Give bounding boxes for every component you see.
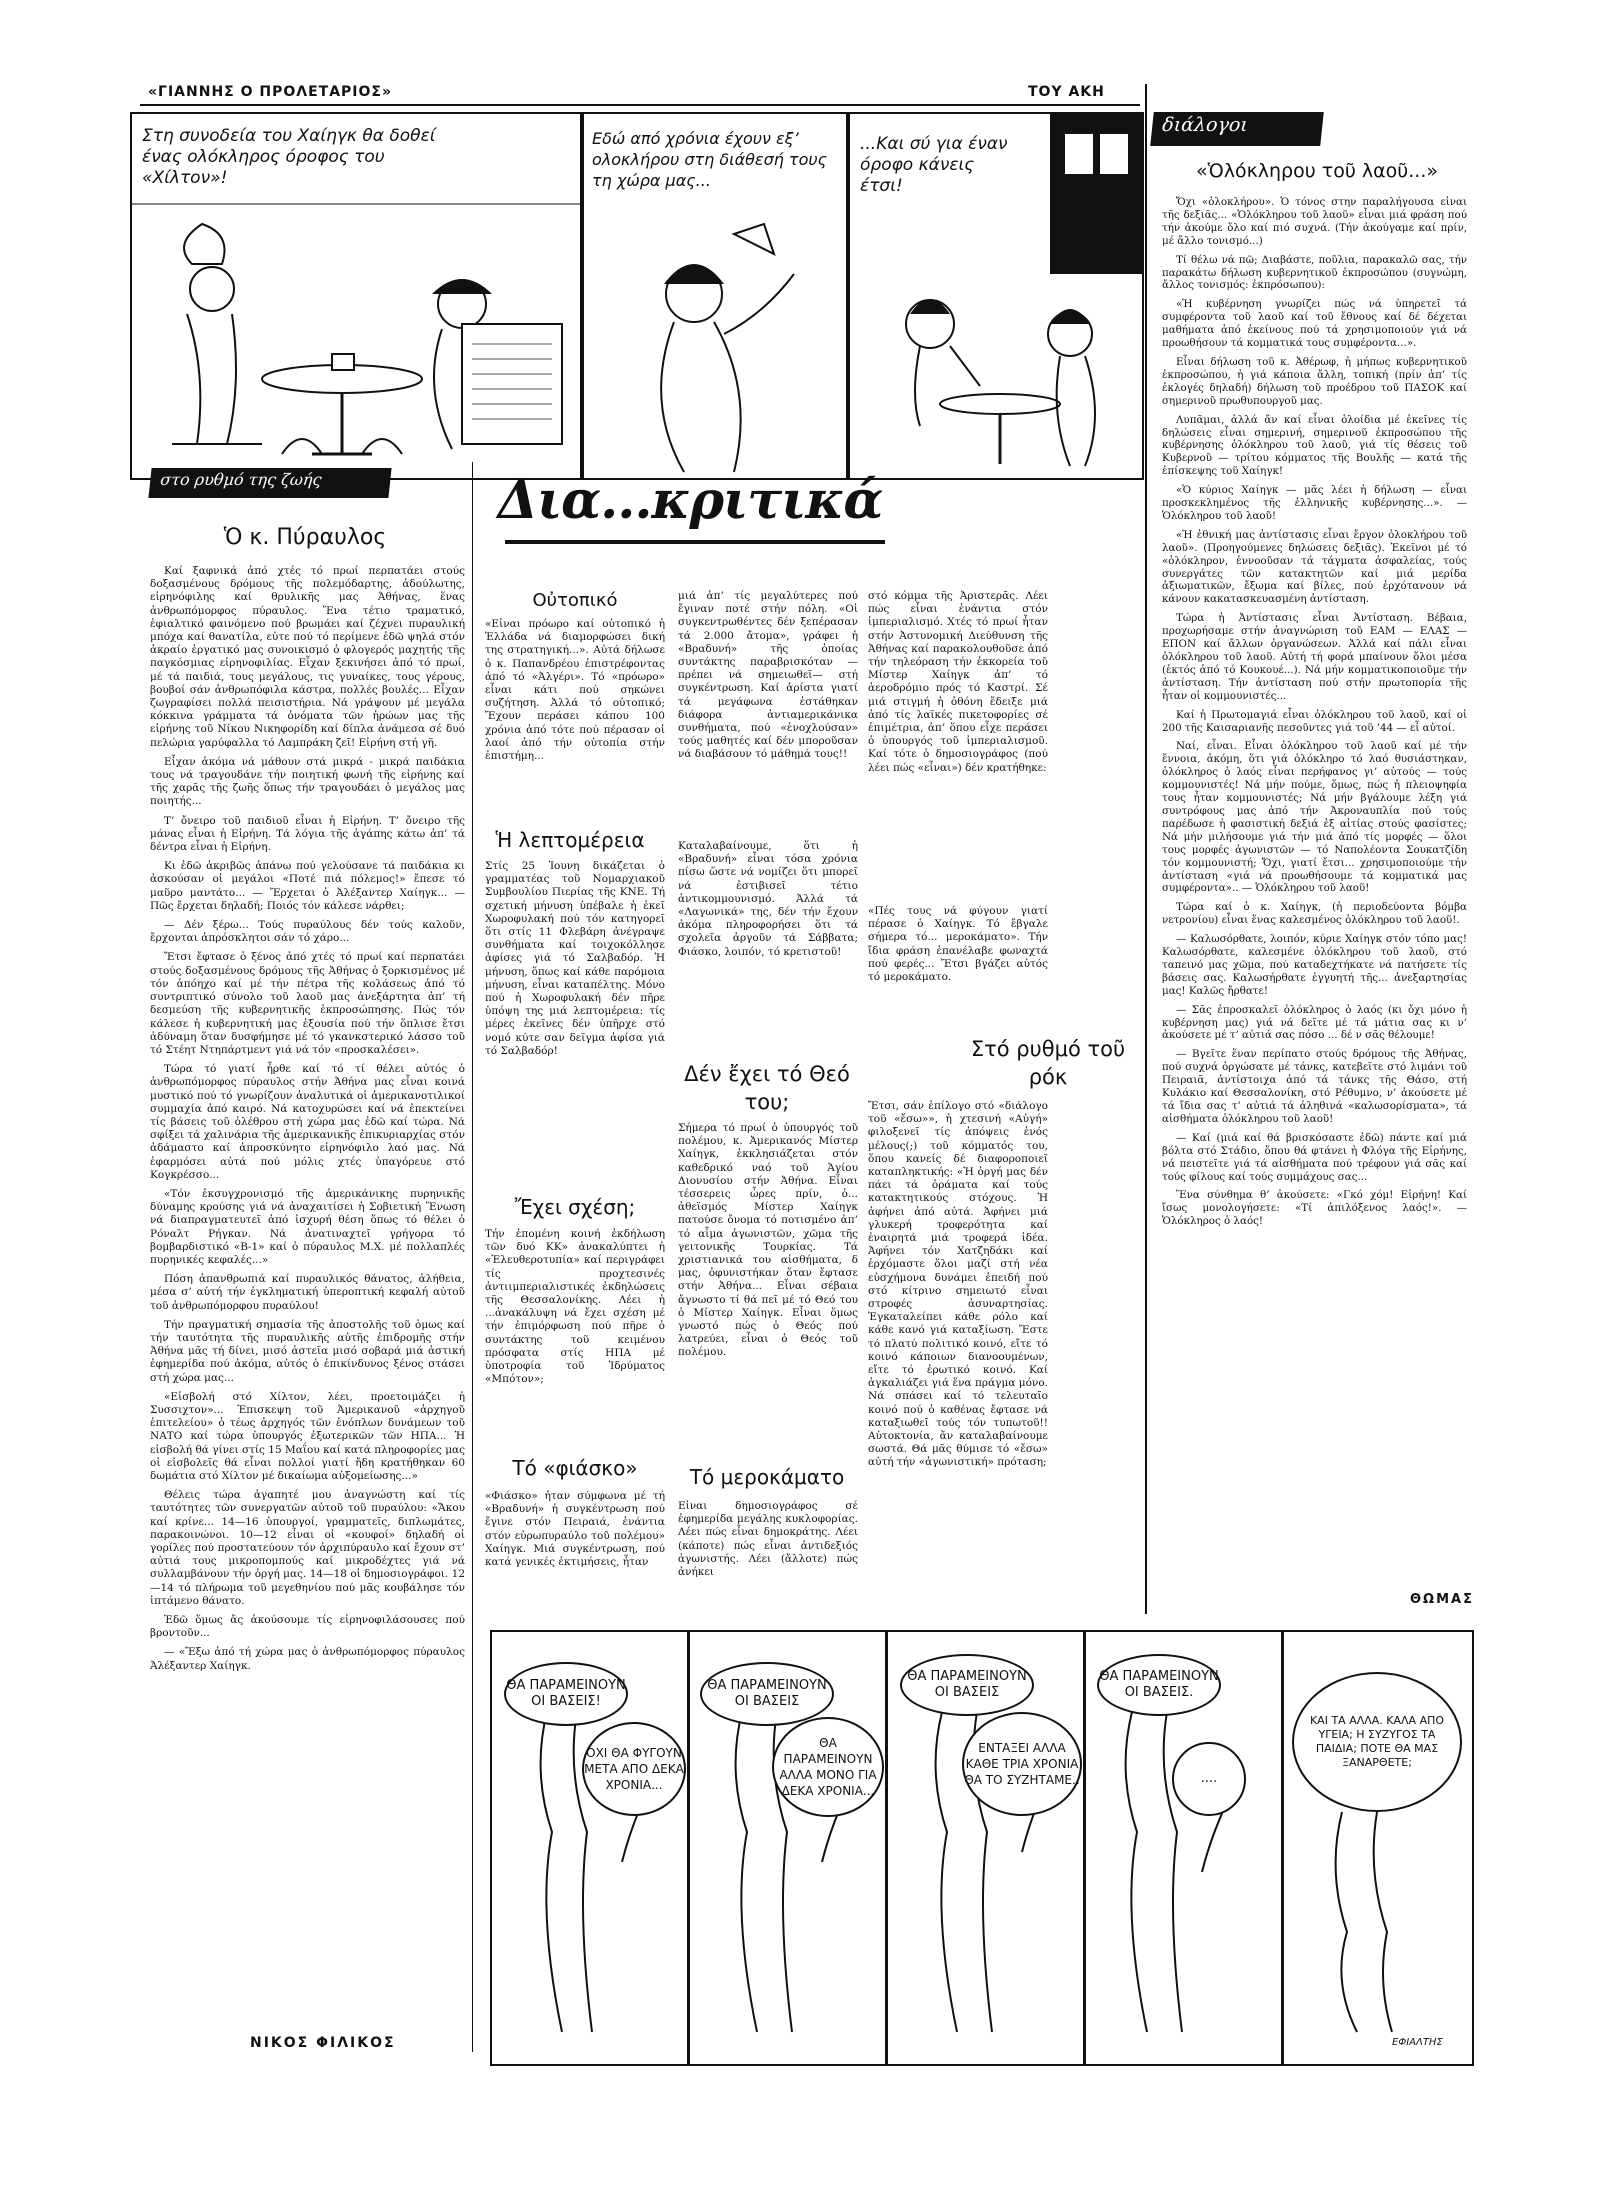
right-paragraph: «Ὁ κύριος Χαίηγκ — μᾶς λέει ἡ δήλωση — εἶναι προσκεκλημένος τῆς ἑλληνικῆς κυβέρνησης...». — Ὁλόκληρου τοῦ λαοῦ! <box>1162 484 1467 522</box>
col2-heading-1: Δέν ἔχει τό Θεό του; <box>684 1062 850 1114</box>
left-column-banner: στο ρυθμό της ζωής <box>148 468 391 498</box>
col1-text-3: Τήν ἐπομένη κοινή ἐκδήλωση τῶν δυό ΚΚ» ἀνακαλύπτει ἡ «Ἐλευθεροτυπία» καί περιγράφει τίς προχτεσινές ἀντιιμπεριαλιστικές ἐκδηλώσεις τῆς Θεσσαλονίκης. Λέει ἡ ...ἀνακάλυψη νά ἔχει σχέση μέ τήν ἐπιμόρφωση πού πῆρε ὁ συντάκτης τοῦ κειμένου πρόσφατα στίς ΗΠΑ μέ ὑποτροφία τοῦ Ἱδρύματος «Μπότον»; <box>485 1228 665 1386</box>
left-middle-rule <box>472 462 473 2052</box>
right-paragraph: — Καί (μιά καί θά βρισκόσαστε ἐδῶ) πάντε καί μιά βόλτα στό Στάδιο, ὅπου θά φτάνει ἡ Φλόγα τῆς Εἰρήνης, νά πειστεῖτε γιά τά αἰσθήματα πού τρέφουν γιά σᾶς καί τούς φίλους καί τούς συμμάχους σας... <box>1162 1131 1467 1183</box>
right-paragraph: Καί ἡ Πρωτομαγιά εἶναι ὁλόκληρου τοῦ λαοῦ, καί οἱ 200 τῆς Καισαριανῆς πεσοῦντες γιά τοῦ ’44 — εἶ αὐτοί. <box>1162 708 1467 734</box>
col2-text-2: Καταλαβαίνουμε, ὅτι ἡ «Βραδυνή» εἶναι τόσα χρόνια πίσω ὥστε νά νομίζει ὅτι μπορεῖ νά ἐστιβισεῖ τέτιο ἀντικομμουνισμό. Ἀλλά τά «Λαγωνικά» της, δέν τήν ἔχουν ἀκόμα πληροφορήσει ὅτι τά σχολεῖα ἀργοῦν τά Σάββατα; Φιάσκο, λοιπόν, τό κρετιστοῦ! <box>678 840 858 958</box>
top-comic-drawing-2 <box>584 114 846 478</box>
right-column-title: «Ὁλόκληρου τοῦ λαοῦ...» <box>1195 160 1439 182</box>
col1-text-4: «Φιάσκο» ἦταν σύμφωνα μέ τή «Βραδυνή» ἡ συγκέντρωση πού ἔγινε στόν Πειραιά, ἐνάντια στόν εὐρωπυραύλο τοῦ πολέμου» Χαίηγκ. Μιά συγκέντρωση, πού κατά γενικές ἐκτιμήσεις, ἦταν <box>485 1490 665 1569</box>
top-comic-panel-3 <box>848 112 1144 480</box>
right-paragraph: — Καλωσόρθατε, λοιπόν, κύριε Χαίηγκ στόν τόπο μας! Καλωσόρθατε, καλεσμένε ὁλόκληρου τοῦ λαοῦ, στό ταπεινό μας χῶμα, πού καταδεχτήκατε νά πατήσετε τίς βάσεις σας. Καλωσήρθατε ἐγγυητή τῆς... ἀνεξαρτησίας μας! Καλῶς ἤρθατε! <box>1162 933 1467 997</box>
left-paragraph: Καί ξαφνικά ἀπό χτές τό πρωί περπατάει στούς δοξασμένους δρόμους τῆς πολεμόδαρτης, ἀδούλωτης, εἰρηνόφιλης καί θρυλικῆς μας Ἀθήνας, ἕνας ἀνθρωπόμορφος πύραυλος. Ἕνα τέτιο τραματικό, ἐφιαλτικό φαινόμενο πού βρωμάει καί ζέχνει πυραυλική μπόχα καί θανατίλα, εὐτε πού τό περίμενε ἐδῶ ψηλά στόν ἀκραίο ἐργατικό μας συνοικισμό ὁ φλογερός μαχητής τῆς παγκόσμιας εἰρηνοφιλίας. Εἶχαν ξεκινήσει ἀπό τό πρωί, μέ τά παιδιά, τους μεγάλους, τις γυναίκες, τους γέρους, βουβοί σάν ἀνθρωπόφιλα κάστρα, πολλές βουλές... Εἶχαν ζωγραφίσει πολλά πεισιστήρια. Νά γράψουν μέ μεγάλα κόκκινα γράμματα τά ὀνόματα τῶν ἡρώων μας τῆς εἰρήνης τοῦ Νίκου Νικηφορίδη καί δίπλα ἀνάμεσα σέ δυό πελώρια γαρύφαλλα τό Λαμπράκη ζεῖ! Εἰρήνη στή γῆ. <box>150 565 465 749</box>
col2-text-3: Σήμερα τό πρωί ὁ ὑπουργός τοῦ πολέμου, κ. Ἀμερικανός Μίστερ Χαίηγκ, ἐκκλησιάζεται στόν καθεδρικό ναό τοῦ Ἁγίου Διονυσίου στήν Ἀθήνα. Εἶναι τέσσερεις ὧρες πρίν, ὁ... ἀθεϊσμός Μίστερ Χαίηγκ πατούσε ὄνομα τό ποτισμένο ἀπ’ τό αἷμα ἀγωνιστῶν, χῶμα τῆς γειτονικῆς Τουρκίας. Τά χριστιανικά του αἰσθήματα, δ μας, ὀφυνιστήκαν ὅταν ἔφτασε στήν Ἀθήνα... Εἶναι σέβαια ἄγνωστο τί θά πεῖ μέ τό Θεό του ὁ Μίστερ Χαίηγκ. Εἶναι ὅμως γνωστό πώς ὁ Θεός πού λατρεύει, εἶναι ὁ Θεός τοῦ πολέμου. <box>678 1122 858 1359</box>
col3-text-2: «Πές τους νά φύγουν γιατί πέρασε ὁ Χαίηγκ. Τό ἔβγαλε σήμερα τό... μεροκάματο». Τήν ἴδια φράση ἐπανέλαβε φωναχτά πού φερές... Ἔτσι βγάζει αὐτός τό μεροκάματο. <box>868 905 1048 984</box>
top-comic-panel-2 <box>582 112 848 480</box>
left-paragraph: «Εἰσβολή στό Χίλτον, λέει, προετοιμάζει ἡ Συσσιχτον»... Ἐπισκεψη τοῦ Ἀμερικανοῦ «ἀρχηγοῦ ἐπιτελείου» ὁ τέως ἀρχηγός τῶν ἐνόπλων δυνάμεων τοῦ ΝΑΤΟ καί τώρα ὑπουργός ἐξωτερικῶν τῶν ΗΠΑ... Ἡ εἰσβολή θά γίνει στίς 15 Μαΐου καί κατά πληροφορίες μας οἱ εἰσβολεῖς θά εἶναι πολλοί γιατί ἤδη κρατήθηκαν 60 δωμάτια στό Χίλτον μέ δικαίωμα αὐξομείωσης...» <box>150 1390 465 1482</box>
left-paragraph: Τήν πραγματική σημασία τῆς ἀποστολῆς τοῦ ὁμως καί τήν ταυτότητα τῆς πυραυλικῆς αὐτῆς ἐπιδρομῆς στήν Ἀθήνα μᾶς τή δίνει, μισό ἀστεῖα μισό σοβαρά μιά ἀστική ἐφημερίδα πού ἀκόμα, αὐτός ὁ ἐπικίνδυνος ξένος στάσει στή χώρα μας... <box>150 1318 465 1384</box>
bottom-bubble-4: ΘΑ ΠΑΡΑΜΕΙΝΟΥΝ ΟΙ ΒΑΣΕΙΣ. <box>1097 1654 1221 1716</box>
right-paragraph: Ὄχι «ὁλοκλήρου». Ὁ τόνος στην παραλήγουσα εἶναι τῆς δεξιᾶς... «Ὁλόκληρου τοῦ λαοῦ» εἶναι μιά φράση πού τήν ἀκούμε ὅλο καί πιό συχνά. (Τήν ἀκούγαμε καί πρίν, μέ ἄλλο τονισμό...) <box>1162 196 1467 247</box>
col3-heading-1: Στό ρυθμό τοῦ ρόκ <box>970 1037 1126 1089</box>
col2-text-1: μιά ἀπ’ τίς μεγαλύτερες πού ἔγιναν ποτέ στήν πόλη. «Οἱ συγκεντρωθέντες δέν ξεπέρασαν τά 2.000 ἄτομα», γράφει ἡ «Βραδυνή» τῆς ὁποίας συντάκτης παραβρισκόταν —πρέπει νά σημειωθεῖ— στή συγκέντρωση. Καί ἀρίστα γιατί τά μεγάφωνα ἐστάθηκαν διάφορα ἀντιαμερικάνικα συνθήματα, πού «ἐνοχλούσαν» τούς μαθητές καί δέν μποροῦσαν νά διαβάσουν τό μάθημά τους!! <box>678 590 858 761</box>
col1-heading-3: Ἔχει σχέση; <box>514 1195 636 1219</box>
col2-text-4: Εἶναι δημοσιογράφος σέ ἐφημερίδα μεγάλης κυκλοφορίας. Λέει πώς εἶναι δημοκράτης. Λέει (κάποτε) πώς εἶναι ἀντιδεξιός ἀγωνιστής. Λέει (ἄλλοτε) πώς ἀνήκει <box>678 1500 858 1579</box>
left-paragraph: Ἐδῶ ὅμως ἄς ἀκούσουμε τίς εἰρηνοφιλάσουσες πού βροντοῦν... <box>150 1614 465 1640</box>
left-paragraph: Τώρα τό γιατί ἦρθε καί τό τί θέλει αὐτός ὁ ἀνθρωπόμορφος πύραυλος στήν Ἀθήνα μας εἶναι κοινά μυστικό πού τό γνωρίζουν ἀναλυτικά οἱ ἀμερικανοτιλικοί συμμαχία ἀπό καιρό. Νά κατοχυρώσει καί νά ἐπεκτείνει τίς βάσεις τοῦ ὀλέθρου στή χώρα μας ἐδῶ καί τώρα. Νά σφίξει τά χαλινάρια τῆς ἀμερικανικῆς ἐπικυριαρχίας στόν ἀδάμαστο καί ἀπροσκύνητο εἰρηνόφιλο λαό μας. Νά ἐφαρμόσει αὐτά πού μόλις χτές ὑπαγόρευε στό Κογκρέσσο... <box>150 1063 465 1181</box>
bottom-reply-2: ΘΑ ΠΑΡΑΜΕΙΝΟΥΝ ΑΛΛΑ ΜΟΝΟ ΓΙΑ ΔΕΚΑ ΧΡΟΝΙΑ... <box>772 1717 884 1817</box>
left-column-title: Ὁ κ. Πύραυλος <box>223 525 387 550</box>
top-comic-panel-1 <box>130 112 582 480</box>
middle-masthead: Δια...κριτικά <box>497 470 883 531</box>
top-comic-drawing-3 <box>850 114 1142 478</box>
left-paragraph: Θέλεις τώρα ἀγαπητέ μου ἀναγνώστη καί τίς ταυτότητες τῶν συνεργατῶν αὐτοῦ τοῦ πυραύλου: «Ἄκου καί κρίνε... 14—16 ὑπουργοί, γραμματεῖς, διπλωμάτες, παρακοινώνοι. 10—12 εἶναι οἱ «κουφοί» δηλαδή οἱ γορίλες πού προστατεύουν τόν ἀρχιπύραυλο καί ἔχουν στ’ αὐτιά τους μικροπομπούς καί μικροδέχτες γιά νά συλλαμβάνουν τήν ὀργή μας. 14—18 οἱ δημοσιογράφοι. 12—14 τό πλήρωμα τοῦ μεγεθηνίου πού μᾶς κουβάλησε τόν ἱπτάμενο θάνατο. <box>150 1489 465 1607</box>
bottom-reply-4: .... <box>1172 1742 1246 1816</box>
left-paragraph: Εἶχαν ἀκόμα νά μάθουν στά μικρά - μικρά παιδάκια τους νά τραγουδάνε τήν ποιητική φωνή τῆς εἰρήνης καί τῆς χαρᾶς τῆς ζωῆς ὅπως τήν τραγουδάει ὁ μεγάλος μας ποιητής... <box>150 755 465 808</box>
comic-title: «ΓΙΑΝΝΗΣ Ο ΠΡΟΛΕΤΑΡΙΟΣ» <box>148 84 393 100</box>
col2-heading-2: Τό μεροκάματο <box>689 1465 845 1489</box>
top-comic-caption-2: Εδώ από χρόνια έχουν εξ’ ολοκλήρου στη διάθεσή τους τη χώρα μας... <box>592 129 827 190</box>
right-paragraph: Ναί, εἶναι. Εἶναι ὁλόκληρου τοῦ λαοῦ καί μέ τήν ἔννοια, ἀκόμη, ὅτι γιά ὁλόκληρο τό λαό θυσιάστηκαν, ὁλόκληρος ὁ λαός εἶναι περήφανος γι’ αὐτούς — τούς κομμουνιστές! Νά μήν πούμε, ὅμως, πώς ἡ πλειοψηφία τους ἦταν κομμουνιστές; Νά μήν βγάλουμε λέξη γιά συντρόφους μας ἀπό τήν Ἀκροναυπλία πού τούς παρέδωσε ἡ φασιστική δεξιά ἐξ αἰτίας στούς φασίστες; Νά μήν μιλήσουμε γιά τήν μιά ἀπό τίς μορφές — ὅλοι τους μορφές ἀγωνιστῶν — τό Ναπολέοντα Σουκατζίδη τόν κομμουνιστή; Ὄχι, γιατί ἔτσι... χρησιμοποιούμε τήν ἀντίσταση «γιά νά προωθήσουμε τά κομματικά μας συμφέροντα».. — Ὁλόκληρου τοῦ λαοῦ! <box>1162 740 1467 895</box>
comic-author: ΤΟΥ ΑΚΗ <box>1028 84 1105 100</box>
left-column-body <box>150 565 465 2015</box>
col1-text-1: «Εἶναι πρόωρο καί οὐτοπικό ἡ Ἑλλάδα νά διαμορφώσει δική της στρατηγική...». Αὐτά δήλωσε ὁ κ. Παπανδρέου ἐπιστρέφοντας ἀπό τό «Ἀλγέρι». Τό «πρόωρο» εἶναι κάτι πού σηκώνει συζήτηση. Ἀλλά τό οὐτοπικό; Ἔχουν περάσει κάπου 100 χρόνια ἀπό τότε πού πέρασαν οἱ λαοί ἀπό τήν οὐτοπία στήν ἐπιστήμη... <box>485 618 665 763</box>
col1-heading-2: Ἡ λεπτομέρεια <box>495 828 645 852</box>
right-paragraph: Τώρα ἡ Ἀντίστασις εἶναι Ἀντίσταση. Βέβαια, προχωρήσαμε στήν ἀναγνώριση τοῦ ΕΑΜ — ΕΛΑΣ — ΕΠΟΝ καί ἄλλων ὀργανώσεων. Ἀλλά καί πάλι εἶναι ὁλόκληρου τοῦ λαοῦ. Αὐτή τή φορά μπαίνουν ὅλοι μέσα (ἐκτός ἀπό τό Κουκουέ...). Νά μήν κομματικοποιοῦμε τήν ἀντίσταση. Τήν ἀντίσταση πού στήν πρωτοπορία τῆς ἦταν οἱ κομμουνιστές... <box>1162 612 1467 702</box>
left-paragraph: Τ’ ὄνειρο τοῦ παιδιοῦ εἶναι ἡ Εἰρήνη. Τ’ ὄνειρο τῆς μάνας εἶναι ἡ Εἰρήνη. Τά λόγια τῆς ἀγάπης κάτω ἀπ’ τά δέντρα εἶναι ἡ Εἰρήνη. <box>150 814 465 854</box>
right-column-body <box>1162 196 1467 1586</box>
left-signature: ΝΙΚΟΣ ΦΙΛΙΚΟΣ <box>250 2035 396 2051</box>
artist-signature: ΕΦΙΑΛΤΗΣ <box>1392 2037 1443 2048</box>
bottom-comic-strip <box>490 1630 1474 2066</box>
bottom-bubble-1: ΘΑ ΠΑΡΑΜΕΙΝΟΥΝ ΟΙ ΒΑΣΕΙΣ! <box>504 1662 628 1726</box>
col1-heading-4: Τό «φιάσκο» <box>512 1456 638 1480</box>
left-paragraph: — «Ἔξω ἀπό τή χώρα μας ὁ ἀνθρωπόμορφος πύραυλος Ἀλέξαντερ Χαίηγκ. <box>150 1646 465 1672</box>
right-paragraph: — Βγεῖτε ἕναν περίπατο στούς δρόμους τῆς Ἀθήνας, πού συχνά ὀργώσατε μέ τάνκς, κατεβεῖτε στό λιμάνι τοῦ Πειραιᾶ, ἀντίστοιχα ἀπό τά τάνκς τῆς Θάσο, στή Κυλάκιο καί Θεσσαλονίκη, στό Ρέθυμνο, ν’ ἀκούσετε μέ τά ἴδια σας τ’ αὐτιά τά ἀληθινά «καλωσορίσματα», τά αἰσθήματα ὁλόκληρου τοῦ λαοῦ! <box>1162 1048 1467 1125</box>
bottom-reply-1: ΟΧΙ ΘΑ ΦΥΓΟΥΝ ΜΕΤΑ ΑΠΟ ΔΕΚΑ ΧΡΟΝΙΑ... <box>582 1722 686 1816</box>
right-paragraph: Εἶναι δήλωση τοῦ κ. Ἀθέρωφ, ἡ μήπως κυβερνητικοῦ ἐκπροσώπου, ἡ γιά κάποια ἄλλη, τοπική (πρίν ἀπ’ τίς ἐκλογές δηλαδή) δήλωση τοῦ προέδρου τοῦ ΠΑΣΟΚ καί σημερινοῦ πρωθυπουργοῦ μας. <box>1162 355 1467 407</box>
right-paragraph: — Σᾶς ἐπροσκαλεῖ ὁλόκληρος ὁ λαός (κι ὄχι μόνο ἡ κυβέρνηση μας) γιά νά δεῖτε μέ τά μάτια σας κι ν’ ἀκούσετε μέ τ’ αὐτιά σας πόσο ... δέ ν σᾶς θέλουμε! <box>1162 1003 1467 1042</box>
left-paragraph: Ἔτσι ἔφτασε ὁ ξένος ἀπό χτές τό πρωί καί περπατάει στούς δοξασμένους δρόμους τῆς Ἀθήνας ὁ ξορκισμένος μέ τόν ἀπόηχο καί μέ τήν πέτρα τῆς κολάσεως ἀπό τό συντριπτικό σύνολο τοῦ λαοῦ μας ἀνεξάρτητα ἀπ’ τή δεσμεύση τῆς κυβερνητικῆς ἐκπροσώπησης. Πώς τόν κάλεσε ἡ κυβερνητική μας ἐξουσία πού τήν ὅπλισε ἔτσι ἀδύναμη ὅταν δυσφήμησε μέ τό γκανκστερικό λάσσο τοῦ τό Στέητ Ντηπάρτμεντ γιά νά τόν «προσκαλέσει». <box>150 951 465 1056</box>
bottom-reply-3: ΕΝΤΑΞΕΙ ΑΛΛΑ ΚΑΘΕ ΤΡΙΑ ΧΡΟΝΙΑ ΘΑ ΤΟ ΣΥΖΗΤΑΜΕ.. <box>962 1712 1082 1816</box>
right-paragraph: Τώρα καί ὁ κ. Χαίηγκ, (ἡ περιοδεύοντα βόμβα νετρονίου) εἶναι ἕνας καλεσμένος ὁλόκληρου τοῦ λαοῦ!. <box>1162 901 1467 927</box>
header-rule <box>140 104 1140 106</box>
right-paragraph: Ἕνα σύνθημα θ’ ἀκούσετε: «Γκό χόμ! Εἰρήνη! Καί ἴσως μονολογήσετε: «Τί ἀπιλόξενος λαός!». — Ὁλόκληρος ὁ λαός! <box>1162 1189 1467 1228</box>
left-paragraph: — Δέν ξέρω... Τούς πυραύλους δέν τούς καλοῦν, ἔρχονται ἀπρόσκλητοι σάν τό χάρο... <box>150 919 465 945</box>
col1-heading-1: Οὐτοπικό <box>532 590 618 611</box>
col3-text-1: στό κόμμα τῆς Ἀριστερᾶς. Λέει πώς εἶναι ἐνάντια στόν ἰμπεριαλισμό. Χτές τό πρωί ἦταν στήν Ἀστυνομική Διεύθυνση τῆς Ἀθήνας καί παρακολουθοῦσε ἀπό τήν τηλεόραση τήν ἐκκορεία τοῦ Μίστερ Χαίηγκ ἀπ’ τό ἀεροδρόμιο πρός τό Καστρί. Σέ μιά στιγμή ἡ ὀθόνη ἔδειξε μιά ἀπό τίς λαϊκές πικετοφορίες σέ ἐπιμέτρια, ἀπ’ ὅπου εἶχε περάσει ὁ ὑπουργός τοῦ ἰμπεριαλισμοῦ. Καί τότε ὁ δημοσιογράφος (πού λέει πώς «εἶναι») δέν κρατήθηκε: <box>868 590 1048 774</box>
right-signature: ΘΩΜΑΣ <box>1410 1592 1474 1607</box>
right-paragraph: Λυπᾶμαι, ἀλλά ἄν καί εἶναι ὁλοίδια μέ ἐκεῖνες τίς δηλώσεις εἶναι σημερινή, σημερινοῦ ἐκπροσώπου τῆς κυβέρνησης ὁλόκληρου τοῦ λαοῦ, γιά τίς θέσεις τοῦ Κυβερνοῦ — τρίτου κόμματος τῆς Βουλῆς — κατά τῆς ἐπίσκεψης τοῦ Χαίηγκ! <box>1162 413 1467 478</box>
top-comic-caption-1: Στη συνοδεία του Χαίηγκ θα δοθεί ένας ολόκληρος όροφος του «Χίλτον»! <box>142 126 436 188</box>
bottom-bubble-3: ΘΑ ΠΑΡΑΜΕΙΝΟΥΝ ΟΙ ΒΑΣΕΙΣ <box>900 1654 1034 1716</box>
bottom-reply-5: ΚΑΙ ΤΑ ΑΛΛΑ. ΚΑΛΑ ΑΠΟ ΥΓΕΙΑ; Η ΣΥΖΥΓΟΣ ΤΑ ΠΑΙΔΙΑ; ΠΟΤΕ ΘΑ ΜΑΣ ΞΑΝΑΡΘΕΤΕ; <box>1292 1672 1462 1812</box>
col3-text-3: Ἔτσι, σάν ἐπίλογο στό «διάλογο τοῦ «ἔσω»», ἡ χτεσινή «Αὐγή» φιλοξενεῖ τίς ἀπόψεις ἑνός μέλους(;) τοῦ κόμματός του, ὅπου κανείς δέ διαφοροποιεῖ καταπληκτικής: «Ἡ ὀργή μας δέν πάει τά ὁράματα καί τούς κατακτητικούς στόχους. Ἡ ἀφήνει ἀπό αὐτά. Ἀφήνει μιά γλυκερή τροφερότητα καί ἐναιρητά μιά τροφερά ἰδέα. Ἀφήνει τόν Χατζηδάκι καί ἐρχόμαστε ὅλοι μαζί στή νέα εὐσχήμονα δυνάμει ἐπειδή πού στό κίτρινο σημειωτό εἶναι στροφές ἀσυναρτησίας. Ἐγκαταλείπει κάθε ρόλο καί κάθε κανό γιά καταξίωση. Ἔστε τό πλατύ πολιτικό κοινό, εἴτε τό κοινό κάποιων διανοουμένων, εἴτε τό ἐρωτικό κοινό. Καί ἀγκαλιάζει γιά ἕνα πράγμα μόνο. Νά σπάσει καί τό τελευταῖο κοινό πού ὁ καθένας ἔφτασε νά καταξιωθεῖ τούς τόν τυπωτοῦ!! Αὐτοκτονία, ἄν καταλαβαίνουμε σωστά. Θά μᾶς θύμισε τό «ἔσω» αὐτή τήν «ἀγωνιστική» πρόταση; <box>868 1100 1048 1469</box>
bottom-bubble-2: ΘΑ ΠΑΡΑΜΕΙΝΟΥΝ ΟΙ ΒΑΣΕΙΣ <box>700 1662 834 1726</box>
right-paragraph: «Ἡ ἐθνική μας ἀντίστασις εἶναι ἔργον ὁλοκλήρου τοῦ λαοῦ». (Προηγούμενες δηλώσεις δεξιᾶς). Ἐκεῖνοι μέ τό «ὁλόκληρον, ἐννοοῦσαν τά τάγματα ἀσφαλείας, τούς συνεργάτες τῶν κατακτητῶν καί μιά μερίδα ἀξιωματικῶν, ἔξωμα καί βίλες, πού ἐρχότανουν νά κάνουν κακατασκευασμένη ἀντίσταση. <box>1162 528 1467 606</box>
left-paragraph: Κι ἐδῶ ἀκριβῶς ἀπάνω πού γελούσανε τά παιδάκια κι ἀσκούσαν οἱ μεγάλοι «Ποτέ πιά πόλεμος!» ἔπεσε τό μαῦρο μαντάτο... — Ἔρχεται ὁ Ἀλέξαντερ Χαίηγκ... — Πῶς ἔρχεται δηλαδή; Ποιός τόν κάλεσε νάρθει; <box>150 860 465 912</box>
top-comic-drawing-1 <box>132 114 580 478</box>
col1-text-2: Στίς 25 Ἰουνη δικάζεται ὁ γραμματέας τοῦ Νομαρχιακοῦ Συμβουλίου Πιερίας τῆς ΚΝΕ. Τή σχετική μήνυση ὑπέβαλε ἡ ἐκεῖ Χωροφυλακή πού τόν κατηγορεῖ ὅτι στίς 11 Φλεβάρη ἀνέγραψε συνθήματα καί τοιχοκόλλησε ἀφίσες γιά τό Σαλβαδόρ. Ἡ μήνυση, ὅπως καί κάθε παρόμοια μήνυση, εἶναι καταπέλτης. Μόνο πού ἡ Χωροφυλακή δέν πῆρε ὑπόψη της μιά λεπτομέρεια: τίς μέρες ἐκεῖνες δέν ὑπῆρχε στό νομό κύτε σαν δεῖγμα ἀφίσα γιά τό Σαλβαδόρ! <box>485 860 665 1057</box>
left-paragraph: Πόση ἀπανθρωπιά καί πυραυλικός θάνατος, ἀλήθεια, μέσα σ’ αὐτή τήν ἐγκληματική ὑπεροπτική κεφαλή αὐτοῦ τοῦ ἀνθρωπόμορφου πυραύλου! <box>150 1273 465 1312</box>
masthead-underline <box>505 540 885 544</box>
left-paragraph: «Τόν ἐκσυγχρονισμό τῆς ἀμερικάνικης πυρηνικῆς δύναμης κρούσης γιά νά ἀναχαιτίσει ἡ Σοβιετική Ἕνωση νά διαπραγματευτεῖ ἀπό ἰσχυρή θέση ὅπως τό θέλει ὁ Ρόναλτ Ρήγκαν. Νά ἀνατιναχτεῖ γρήγορα τό βομβαρδιστικό «Β-1» καί ὁ πύραυλος Μ.Χ. μέ πολλαπλές πυρηνικές κεφαλές...» <box>150 1187 465 1266</box>
right-paragraph: «Ἡ κυβέρνηση γνωρίζει πώς νά ὑπηρετεῖ τά συμφέροντα τοῦ λαοῦ καί τοῦ ἔθνους καί δέ δέχεται μαθήματα ἀπό ἐκείνους πού τά χρησιμοποιούν γιά νά προωθήσουν τά κομματικά τους συμφέροντα...». <box>1162 298 1467 350</box>
right-paragraph: Τί θέλω νά πῶ; Διαβάστε, ποῦλια, παρακαλῶ σας, τήν παρακάτω δήλωση κυβερνητικοῦ ἐκπροσώπου (συγνώμη, ἄλλος τονισμός: ἐκπρόσωπου): <box>1162 253 1467 292</box>
dialogue-banner: διάλογοι <box>1150 112 1324 146</box>
right-column-rule <box>1145 84 1147 1614</box>
top-comic-caption-3: ...Και σύ για έναν όροφο κάνεις έτσι! <box>860 134 1008 196</box>
